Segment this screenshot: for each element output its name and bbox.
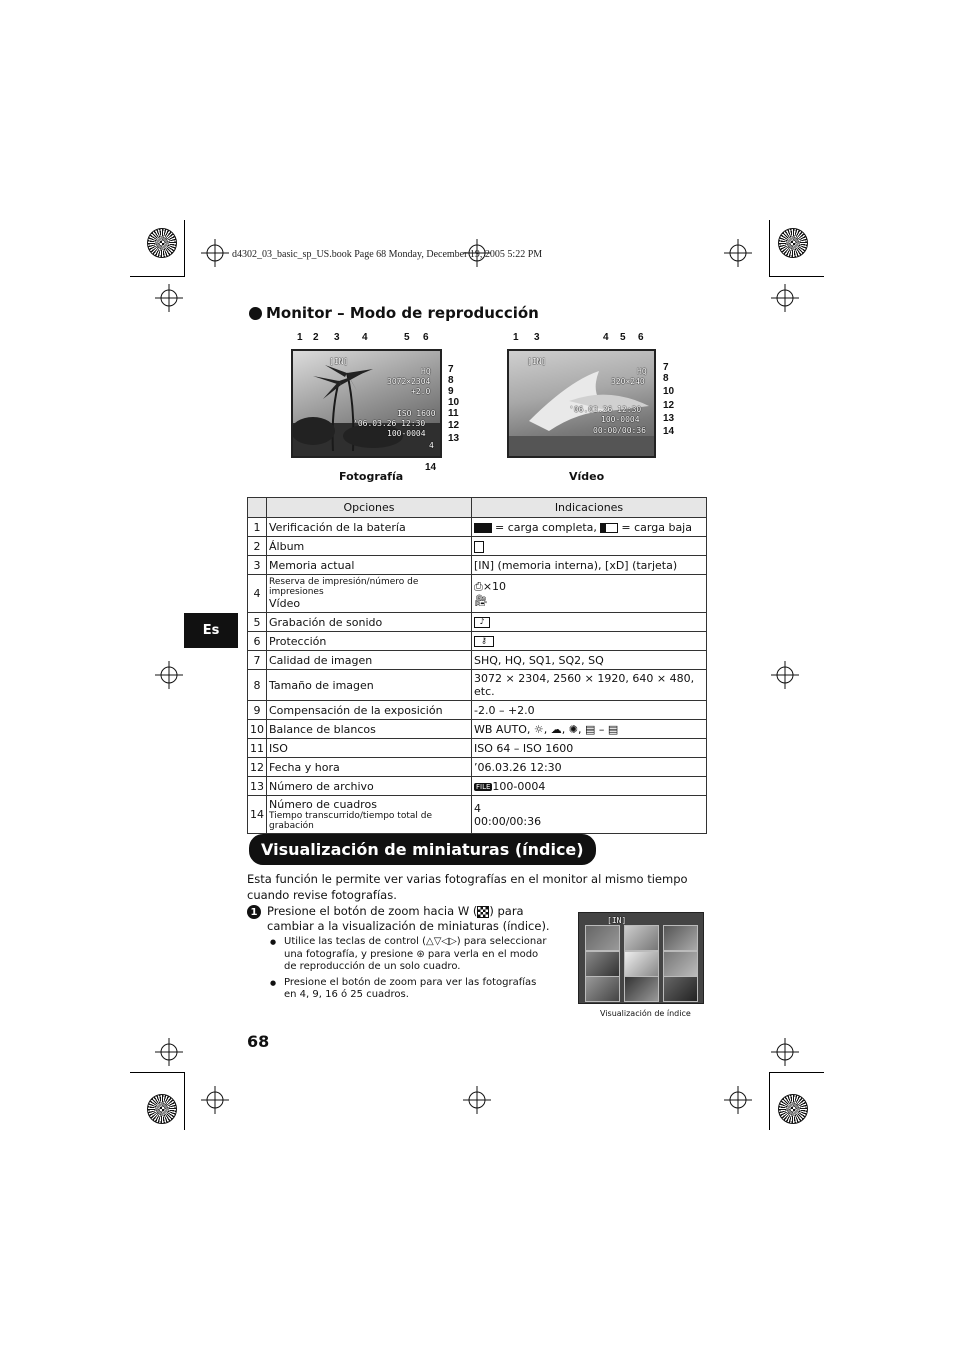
row-number: 3 [248, 556, 267, 575]
print-header: d4302_03_basic_sp_US.book Page 68 Monday, December 19, 2005 5:22 PM [232, 249, 543, 260]
exposure-indicator: +2.0 [411, 387, 431, 396]
frames-indicator: 4 [429, 441, 434, 450]
row-option: Balance de blancos [267, 720, 472, 739]
table-row [248, 701, 707, 720]
memory-indicator: [IN] [607, 916, 627, 925]
callout-number: 2 [313, 332, 319, 343]
section-heading-monitor [249, 304, 539, 322]
callout-number: 13 [448, 433, 460, 444]
callout-number: 4 [603, 332, 609, 343]
callout-number: 11 [448, 408, 459, 419]
row-option: Verificación de la batería [267, 518, 472, 537]
callout-number: 1 [297, 332, 303, 343]
figure-caption: Vídeo [569, 470, 605, 483]
table-row [248, 720, 707, 739]
thumbnail-image [663, 976, 698, 1002]
row-indication: 3072 × 2304, 2560 × 1920, 640 × 480, etc. [472, 670, 707, 701]
row-number: 6 [248, 632, 267, 651]
row-indication: FILE 100-0004 [472, 777, 707, 796]
callout-number: 12 [663, 400, 675, 411]
row-number: 2 [248, 537, 267, 556]
callout-number: 14 [425, 462, 437, 473]
row-number: 10 [248, 720, 267, 739]
row-indication [472, 632, 707, 651]
table-row [248, 777, 707, 796]
row-indication: = carga completa, = carga baja [472, 518, 707, 537]
bird-picture-icon [509, 351, 654, 456]
page-number: 68 [247, 1032, 270, 1051]
language-tab: Es [184, 613, 238, 648]
row-number: 1 [248, 518, 267, 537]
ok-button-icon: ⊛ [416, 948, 425, 960]
row-indication: SHQ, HQ, SQ1, SQ2, SQ [472, 651, 707, 670]
callout-number: 4 [362, 332, 368, 343]
row-number: 13 [248, 777, 267, 796]
callout-number: 5 [620, 332, 626, 343]
row-option: Tamaño de imagen [267, 670, 472, 701]
album-icon [474, 541, 484, 553]
file-number-indicator: 100-0004 [387, 429, 426, 438]
list-item: ● Presione el botón de zoom para ver las fotografías en 4, 9, 16 ó 25 cuadros. [270, 977, 550, 1002]
arrow-keys-icon: △▽◁▷ [426, 936, 457, 947]
table-row [248, 575, 707, 613]
row-number: 9 [248, 701, 267, 720]
indicator-table [247, 497, 707, 834]
row-indication: ISO 64 – ISO 1600 [472, 739, 707, 758]
row-indication [472, 613, 707, 632]
row-option: Grabación de sonido [267, 613, 472, 632]
callout-number: 6 [423, 332, 429, 343]
iso-indicator: ISO 1600 [397, 409, 436, 418]
list-item: ● Utilice las teclas de control (△▽◁▷) para seleccionar una fotografía, y presione ⊛ para verla en el modo de reproducción de un solo cuadro. [270, 936, 550, 974]
row-indication: -2.0 – +2.0 [472, 701, 707, 720]
callout-number: 8 [448, 375, 454, 386]
row-option: Compensación de la exposición [267, 701, 472, 720]
index-display-screen [578, 912, 704, 1004]
sunny-icon: ☼ [533, 722, 544, 736]
intro-paragraph: Esta función le permite ver varias fotografías en el monitor al mismo tiempo cuando revise fotografías. [247, 872, 688, 902]
table-row [248, 613, 707, 632]
row-number: 11 [248, 739, 267, 758]
datetime-indicator: '06.03.26 12:30 [353, 419, 426, 428]
fluorescent1-icon: ▤ [584, 722, 596, 736]
tungsten-icon: ✺ [568, 722, 578, 736]
section-heading-thumbnails: Visualización de miniaturas (índice) [249, 834, 596, 865]
row-indication: ’06.03.26 12:30 [472, 758, 707, 777]
row-number: 12 [248, 758, 267, 777]
row-option: Número de cuadros Tiempo transcurrido/tiempo total de grabación [267, 796, 472, 834]
callout-number: 3 [334, 332, 340, 343]
palm-tree-picture-icon [293, 351, 440, 456]
thumbnail-image [624, 951, 659, 977]
row-number: 14 [248, 796, 267, 834]
thumbnail-image [624, 925, 659, 951]
callout-number: 7 [663, 362, 669, 373]
memory-indicator: [IN] [527, 357, 547, 366]
table-row [248, 739, 707, 758]
memory-indicator: [IN] [329, 357, 349, 366]
index-grid-icon [477, 906, 489, 918]
row-option: ISO [267, 739, 472, 758]
file-icon: FILE [476, 782, 491, 791]
row-number: 7 [248, 651, 267, 670]
bullet-icon [249, 307, 262, 320]
callout-number: 5 [404, 332, 410, 343]
step-number: 1 [247, 905, 261, 919]
step-bullets [270, 936, 550, 1005]
row-indication [472, 537, 707, 556]
table-header-row [248, 498, 707, 518]
figure-caption: Fotografía [339, 470, 404, 483]
thumbnail-caption: Visualización de índice [600, 1009, 691, 1018]
photo-playback-screen [291, 349, 442, 458]
section-title: Monitor – Modo de reproducción [266, 304, 539, 322]
row-indication: WB AUTO, ☼, ☁, ✺, ▤ – ▤ [472, 720, 707, 739]
callout-number: 9 [448, 386, 454, 397]
row-option: Calidad de imagen [267, 651, 472, 670]
table-row [248, 632, 707, 651]
table-row [248, 796, 707, 834]
movie-icon: 🎥︎ [474, 594, 488, 607]
thumbnail-image [663, 951, 698, 977]
cloudy-icon: ☁ [550, 722, 562, 736]
step-1 [247, 904, 567, 934]
battery-low-icon [600, 523, 618, 533]
table-row [248, 537, 707, 556]
thumbnail-image [663, 925, 698, 951]
table-row [248, 758, 707, 777]
callout-number: 7 [448, 364, 454, 375]
time-indicator: 00:00/00:36 [593, 426, 646, 435]
row-option: Protección [267, 632, 472, 651]
thumbnail-image [585, 951, 620, 977]
table-row [248, 518, 707, 537]
table-header-indications: Indicaciones [472, 498, 707, 518]
row-option: Memoria actual [267, 556, 472, 575]
battery-full-icon [474, 523, 492, 533]
file-number-indicator: 100-0004 [601, 415, 640, 424]
row-number: 5 [248, 613, 267, 632]
callout-number: 10 [663, 386, 675, 397]
callout-number: 10 [448, 397, 460, 408]
row-option: Número de archivo [267, 777, 472, 796]
row-indication: [IN] (memoria interna), [xD] (tarjeta) [472, 556, 707, 575]
table-header-options: Opciones [267, 498, 472, 518]
table-row [248, 670, 707, 701]
row-number: 8 [248, 670, 267, 701]
fluorescent3-icon: ▤ [607, 722, 619, 736]
quality-indicator: HQ [637, 367, 647, 376]
video-playback-screen [507, 349, 656, 458]
datetime-indicator: '06.03.26 12:30 [569, 405, 642, 414]
callout-number: 14 [663, 426, 675, 437]
callout-number: 13 [663, 413, 675, 424]
callout-number: 8 [663, 373, 669, 384]
row-option: Álbum [267, 537, 472, 556]
table-header-blank [248, 498, 267, 518]
callout-number: 12 [448, 420, 460, 431]
callout-number: 1 [513, 332, 519, 343]
size-indicator: 320×240 [611, 377, 645, 386]
table-row [248, 556, 707, 575]
callout-number: 6 [638, 332, 644, 343]
size-indicator: 3072×2304 [387, 377, 431, 386]
thumbnail-image [624, 976, 659, 1002]
row-option: Reserva de impresión/número de impresiones Vídeo [267, 575, 472, 613]
thumbnail-image [585, 976, 620, 1002]
thumbnail-image [585, 925, 620, 951]
print-reserve-icon: ⎙ [474, 580, 483, 593]
table-row [248, 651, 707, 670]
sound-record-icon: ♪ [474, 617, 490, 628]
key-protect-icon: ⚷ [474, 636, 494, 647]
callout-number: 3 [534, 332, 540, 343]
step-text: Presione el botón de zoom hacia W ( ) para cambiar a la visualización de miniaturas (índice). [267, 904, 550, 933]
row-option: Fecha y hora [267, 758, 472, 777]
row-indication: ⎙×10 🎥︎ [472, 575, 707, 613]
quality-indicator: HQ [421, 367, 431, 376]
row-indication: 4 00:00/00:36 [472, 796, 707, 834]
row-number: 4 [248, 575, 267, 613]
